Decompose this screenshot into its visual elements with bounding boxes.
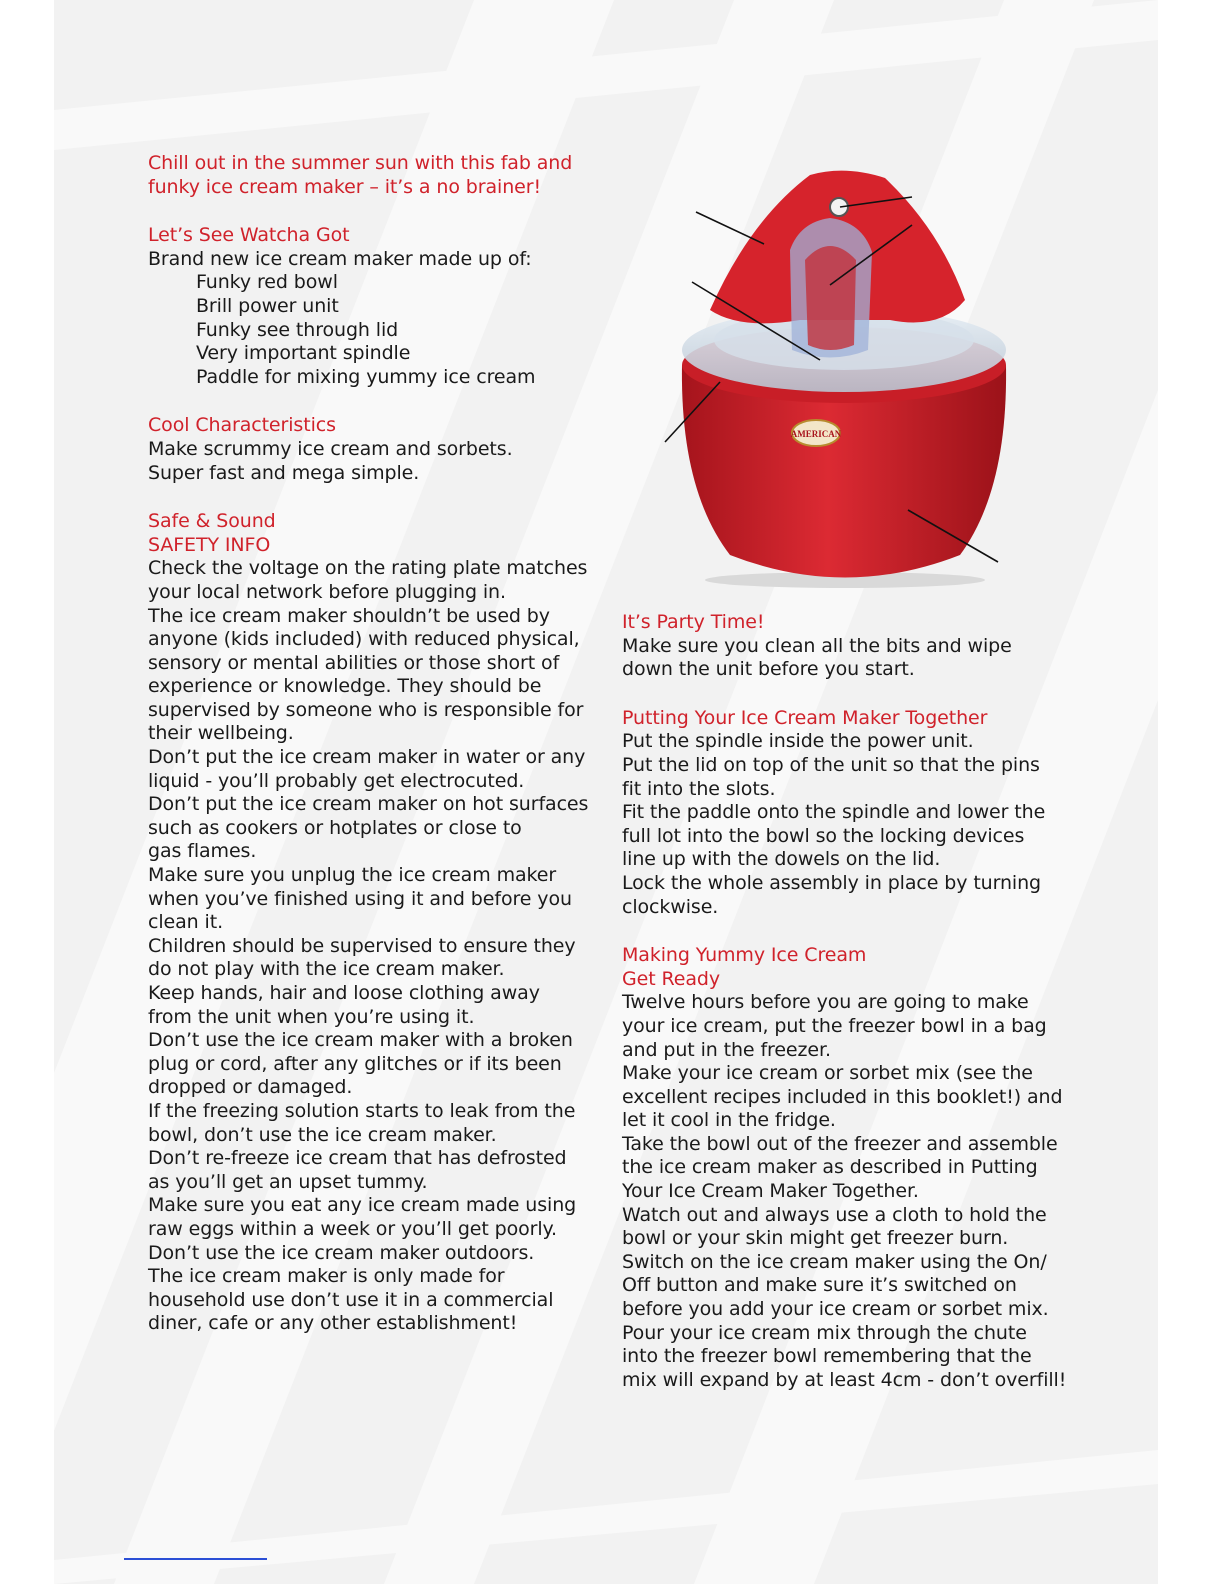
safety-line: Don’t use the ice cream maker outdoors.	[148, 1241, 535, 1264]
together-line: line up with the dowels on the lid.	[622, 848, 941, 871]
safety-text	[148, 557, 596, 1336]
together-text	[622, 730, 1082, 919]
watcha-heading: Let’s See Watcha Got	[148, 224, 350, 247]
safety-heading: Safe & Sound	[148, 510, 276, 533]
safety-line: do not play with the ice cream maker.	[148, 958, 505, 981]
together-heading: Putting Your Ice Cream Maker Together	[622, 706, 988, 729]
safety-line: bowl, don’t use the ice cream maker.	[148, 1123, 497, 1146]
safety-subheading: SAFETY INFO	[148, 533, 271, 556]
cool-line: Super fast and mega simple.	[148, 461, 420, 484]
safety-line: The ice cream maker is only made for	[148, 1265, 505, 1288]
together-line: Lock the whole assembly in place by turning	[622, 871, 1042, 894]
safety-line: Don’t use the ice cream maker with a broken	[148, 1029, 573, 1052]
together-line: Put the spindle inside the power unit.	[622, 730, 974, 753]
safety-line: Don’t re-freeze ice cream that has defrosted	[148, 1147, 567, 1170]
parts-list-item: Very important spindle	[196, 342, 411, 365]
making-line: and put in the freezer.	[622, 1038, 831, 1061]
making-subheading: Get Ready	[622, 967, 720, 990]
making-line: let it cool in the fridge.	[622, 1109, 836, 1132]
parts-list-item: Funky see through lid	[196, 318, 399, 341]
together-line: Fit the paddle onto the spindle and lower the	[622, 801, 1046, 824]
parts-list-item: Brill power unit	[196, 294, 339, 317]
party-line: Make sure you clean all the bits and wipe	[622, 634, 1012, 657]
making-line: bowl or your skin might get freezer burn.	[622, 1227, 1009, 1250]
together-line: full lot into the bowl so the locking devices	[622, 824, 1025, 847]
party-heading: It’s Party Time!	[622, 611, 765, 633]
safety-line: when you’ve finished using it and before you	[148, 887, 572, 910]
safety-line: from the unit when you’re using it.	[148, 1005, 475, 1028]
brand-badge-text: AMERICAN	[790, 429, 842, 439]
intro-line-2: funky ice cream maker – it’s a no brainer!	[148, 175, 541, 198]
together-line: clockwise.	[622, 895, 719, 918]
safety-line: supervised by someone who is responsible for	[148, 698, 584, 721]
making-line: Switch on the ice cream maker using the On/	[622, 1250, 1047, 1273]
making-line: mix will expand by at least 4cm - don’t overfill!	[622, 1368, 1067, 1391]
together-line: fit into the slots.	[622, 777, 776, 800]
left-column	[148, 152, 596, 1336]
making-line: the ice cream maker as described in Putting	[622, 1156, 1038, 1179]
safety-line: Don’t put the ice cream maker on hot surfaces	[148, 793, 589, 816]
safety-line: liquid - you’ll probably get electrocuted.	[148, 769, 525, 792]
ice-cream-maker-illustration	[640, 160, 1040, 590]
safety-line: household use don’t use it in a commercial	[148, 1288, 554, 1311]
making-line: excellent recipes included in this booklet!) and	[622, 1085, 1063, 1108]
safety-line: Don’t put the ice cream maker in water or any	[148, 746, 586, 769]
intro-line-1: Chill out in the summer sun with this fab and	[148, 152, 573, 174]
making-line: your ice cream, put the freezer bowl in a bag	[622, 1014, 1047, 1037]
parts-list-item: Paddle for mixing yummy ice cream	[196, 365, 536, 388]
safety-line: Check the voltage on the rating plate matches	[148, 557, 588, 580]
safety-line: Make sure you unplug the ice cream maker	[148, 864, 557, 887]
safety-line: The ice cream maker shouldn’t be used by	[148, 604, 550, 627]
making-line: into the freezer bowl remembering that the	[622, 1345, 1032, 1368]
making-heading: Making Yummy Ice Cream	[622, 944, 867, 967]
safety-line: anyone (kids included) with reduced physical,	[148, 628, 580, 651]
making-line: Watch out and always use a cloth to hold the	[622, 1203, 1047, 1226]
making-line: Make your ice cream or sorbet mix (see the	[622, 1062, 1033, 1085]
footer-rule	[124, 1558, 267, 1560]
safety-line: as you’ll get an upset tummy.	[148, 1170, 428, 1193]
making-text	[622, 991, 1082, 1392]
safety-line: gas flames.	[148, 840, 257, 863]
safety-line: your local network before plugging in.	[148, 580, 506, 603]
making-line: Off button and make sure it’s switched on	[622, 1274, 1017, 1297]
safety-line: experience or knowledge. They should be	[148, 675, 542, 698]
safety-line: their wellbeing.	[148, 722, 294, 745]
safety-line: If the freezing solution starts to leak from the	[148, 1099, 576, 1122]
making-line: before you add your ice cream or sorbet mix.	[622, 1298, 1049, 1321]
making-line: Twelve hours before you are going to make	[622, 991, 1029, 1014]
safety-line: Make sure you eat any ice cream made using	[148, 1194, 577, 1217]
parts-list-item: Funky red bowl	[196, 271, 338, 294]
safety-line: sensory or mental abilities or those short of	[148, 651, 560, 674]
safety-line: clean it.	[148, 911, 224, 934]
safety-line: Children should be supervised to ensure they	[148, 934, 576, 957]
making-line: Take the bowl out of the freezer and assemble	[622, 1132, 1058, 1155]
safety-line: diner, cafe or any other establishment!	[148, 1312, 518, 1335]
cool-heading: Cool Characteristics	[148, 414, 336, 437]
together-line: Put the lid on top of the unit so that the pins	[622, 753, 1040, 776]
making-line: Pour your ice cream mix through the chute	[622, 1321, 1027, 1344]
safety-line: dropped or damaged.	[148, 1076, 353, 1099]
making-line: Your Ice Cream Maker Together.	[622, 1180, 919, 1203]
safety-line: Keep hands, hair and loose clothing away	[148, 982, 540, 1004]
watcha-lead: Brand new ice cream maker made up of:	[148, 247, 532, 270]
party-line: down the unit before you start.	[622, 658, 915, 681]
safety-line: plug or cord, after any glitches or if its been	[148, 1052, 562, 1075]
cool-line: Make scrummy ice cream and sorbets.	[148, 437, 513, 460]
right-column	[622, 611, 1082, 1392]
safety-line: raw eggs within a week or you’ll get poorly.	[148, 1217, 557, 1240]
safety-line: such as cookers or hotplates or close to	[148, 816, 522, 839]
